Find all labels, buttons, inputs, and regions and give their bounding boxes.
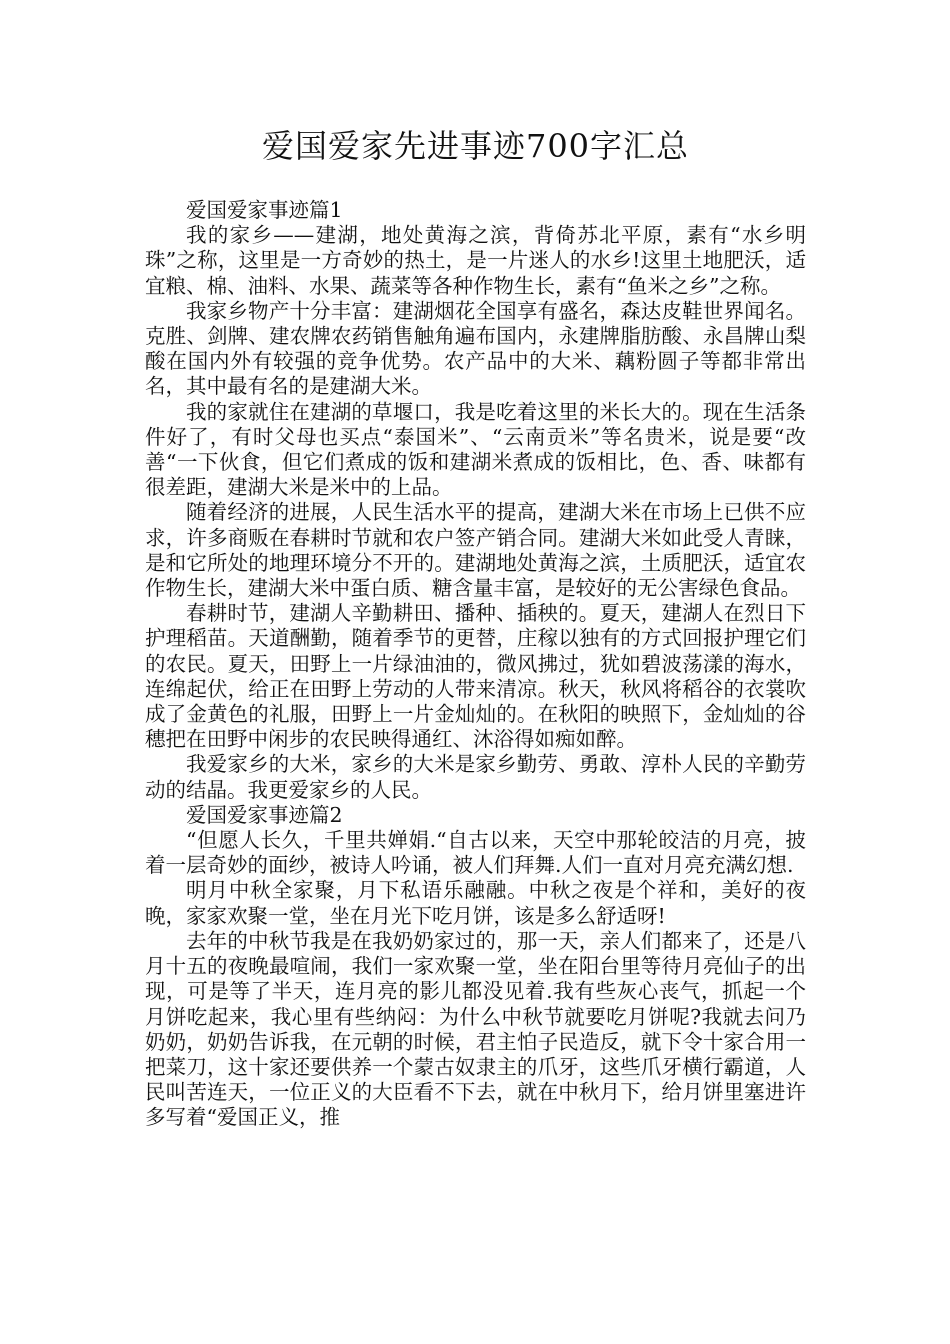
paragraph: 我家乡物产十分丰富：建湖烟花全国享有盛名，森达皮鞋世界闻名。克胜、剑牌、建农牌农药销售触角遍布国内，永建牌脂肪酸、永昌牌山梨酸在国内外有较强的竞争优势。农产品中的大米、藕粉圆子等都非常出名，其中最有名的是建湖大米。: [145, 298, 806, 399]
paragraph: 随着经济的进展，人民生活水平的提高，建湖大米在市场上已供不应求，许多商贩在春耕时节就和农户签产销合同。建湖大米如此受人青睐，是和它所处的地理环境分不开的。建湖地处黄海之滨，土质肥沃，适宜农作物生长，建湖大米中蛋白质、糖含量丰富，是较好的无公害绿色食品。: [145, 500, 806, 601]
paragraph: 我的家就住在建湖的草堰口，我是吃着这里的米长大的。现在生活条件好了，有时父母也买点“泰国米”、“云南贡米”等名贵米，说是要“改善“一下伙食，但它们煮成的饭和建湖米煮成的饭相比，色、香、味都有很差距，建湖大米是米中的上品。: [145, 399, 806, 500]
section-heading: 爱国爱家事迹篇2: [186, 802, 343, 827]
document-page: [145, 124, 806, 1131]
section-heading: 爱国爱家事迹篇1: [186, 198, 343, 222]
paragraph: 我的家乡——建湖，地处黄海之滨，背倚苏北平原，素有“水乡明珠”之称，这里是一方奇妙的热土，是一片迷人的水乡!这里土地肥沃，适宜粮、棉、油料、水果、蔬菜等各种作物生长，素有“鱼米之乡”之称。: [145, 223, 806, 298]
paragraph: 春耕时节，建湖人辛勤耕田、播种、插秧的。夏天，建湖人在烈日下护理稻苗。天道酬勤，随着季节的更替，庄稼以独有的方式回报护理它们的农民。夏天，田野上一片绿油油的，微风拂过，犹如碧波荡漾的海水，连绵起伏，给正在田野上劳动的人带来清凉。秋天，秋风将稻谷的衣裳吹成了金黄色的礼服，田野上一片金灿灿的。在秋阳的映照下，金灿灿的谷穗把在田野中闲步的农民映得通红、沐浴得如痴如醉。: [145, 601, 806, 752]
section-1: [145, 198, 806, 803]
paragraph: 去年的中秋节我是在我奶奶家过的，那一天，亲人们都来了，还是八月十五的夜晚最喧闹，我们一家欢聚一堂，坐在阳台里等待月亮仙子的出现，可是等了半天，连月亮的影儿都没见着.我有些灰心丧气，抓起一个月饼吃起来，我心里有些纳闷：为什么中秋节就要吃月饼呢?我就去问乃奶奶，奶奶告诉我，在元朝的时候，君主怕子民造反，就下令十家合用一把菜刀，这十家还要供养一个蒙古奴隶主的爪牙，这些爪牙横行霸道，人民叫苦连天，一位正义的大臣看不下去，就在中秋月下，给月饼里塞进许多写着“爱国正义，推: [145, 928, 806, 1130]
paragraph: “但愿人长久，千里共婵娟.“自古以来，天空中那轮皎洁的月亮，披着一层奇妙的面纱，被诗人吟诵，被人们拜舞.人们一直对月亮充满幻想.: [145, 828, 806, 878]
section-2: [145, 803, 806, 1131]
document-title: 爱国爱家先进事迹700字汇总: [261, 127, 690, 165]
paragraph: 明月中秋全家聚，月下私语乐融融。中秋之夜是个祥和，美好的夜晚，家家欢聚一堂，坐在月光下吃月饼，该是多么舒适呀!: [145, 878, 806, 928]
paragraph: 我爱家乡的大米，家乡的大米是家乡勤劳、勇敢、淳朴人民的辛勤劳动的结晶。我更爱家乡的人民。: [145, 752, 806, 802]
